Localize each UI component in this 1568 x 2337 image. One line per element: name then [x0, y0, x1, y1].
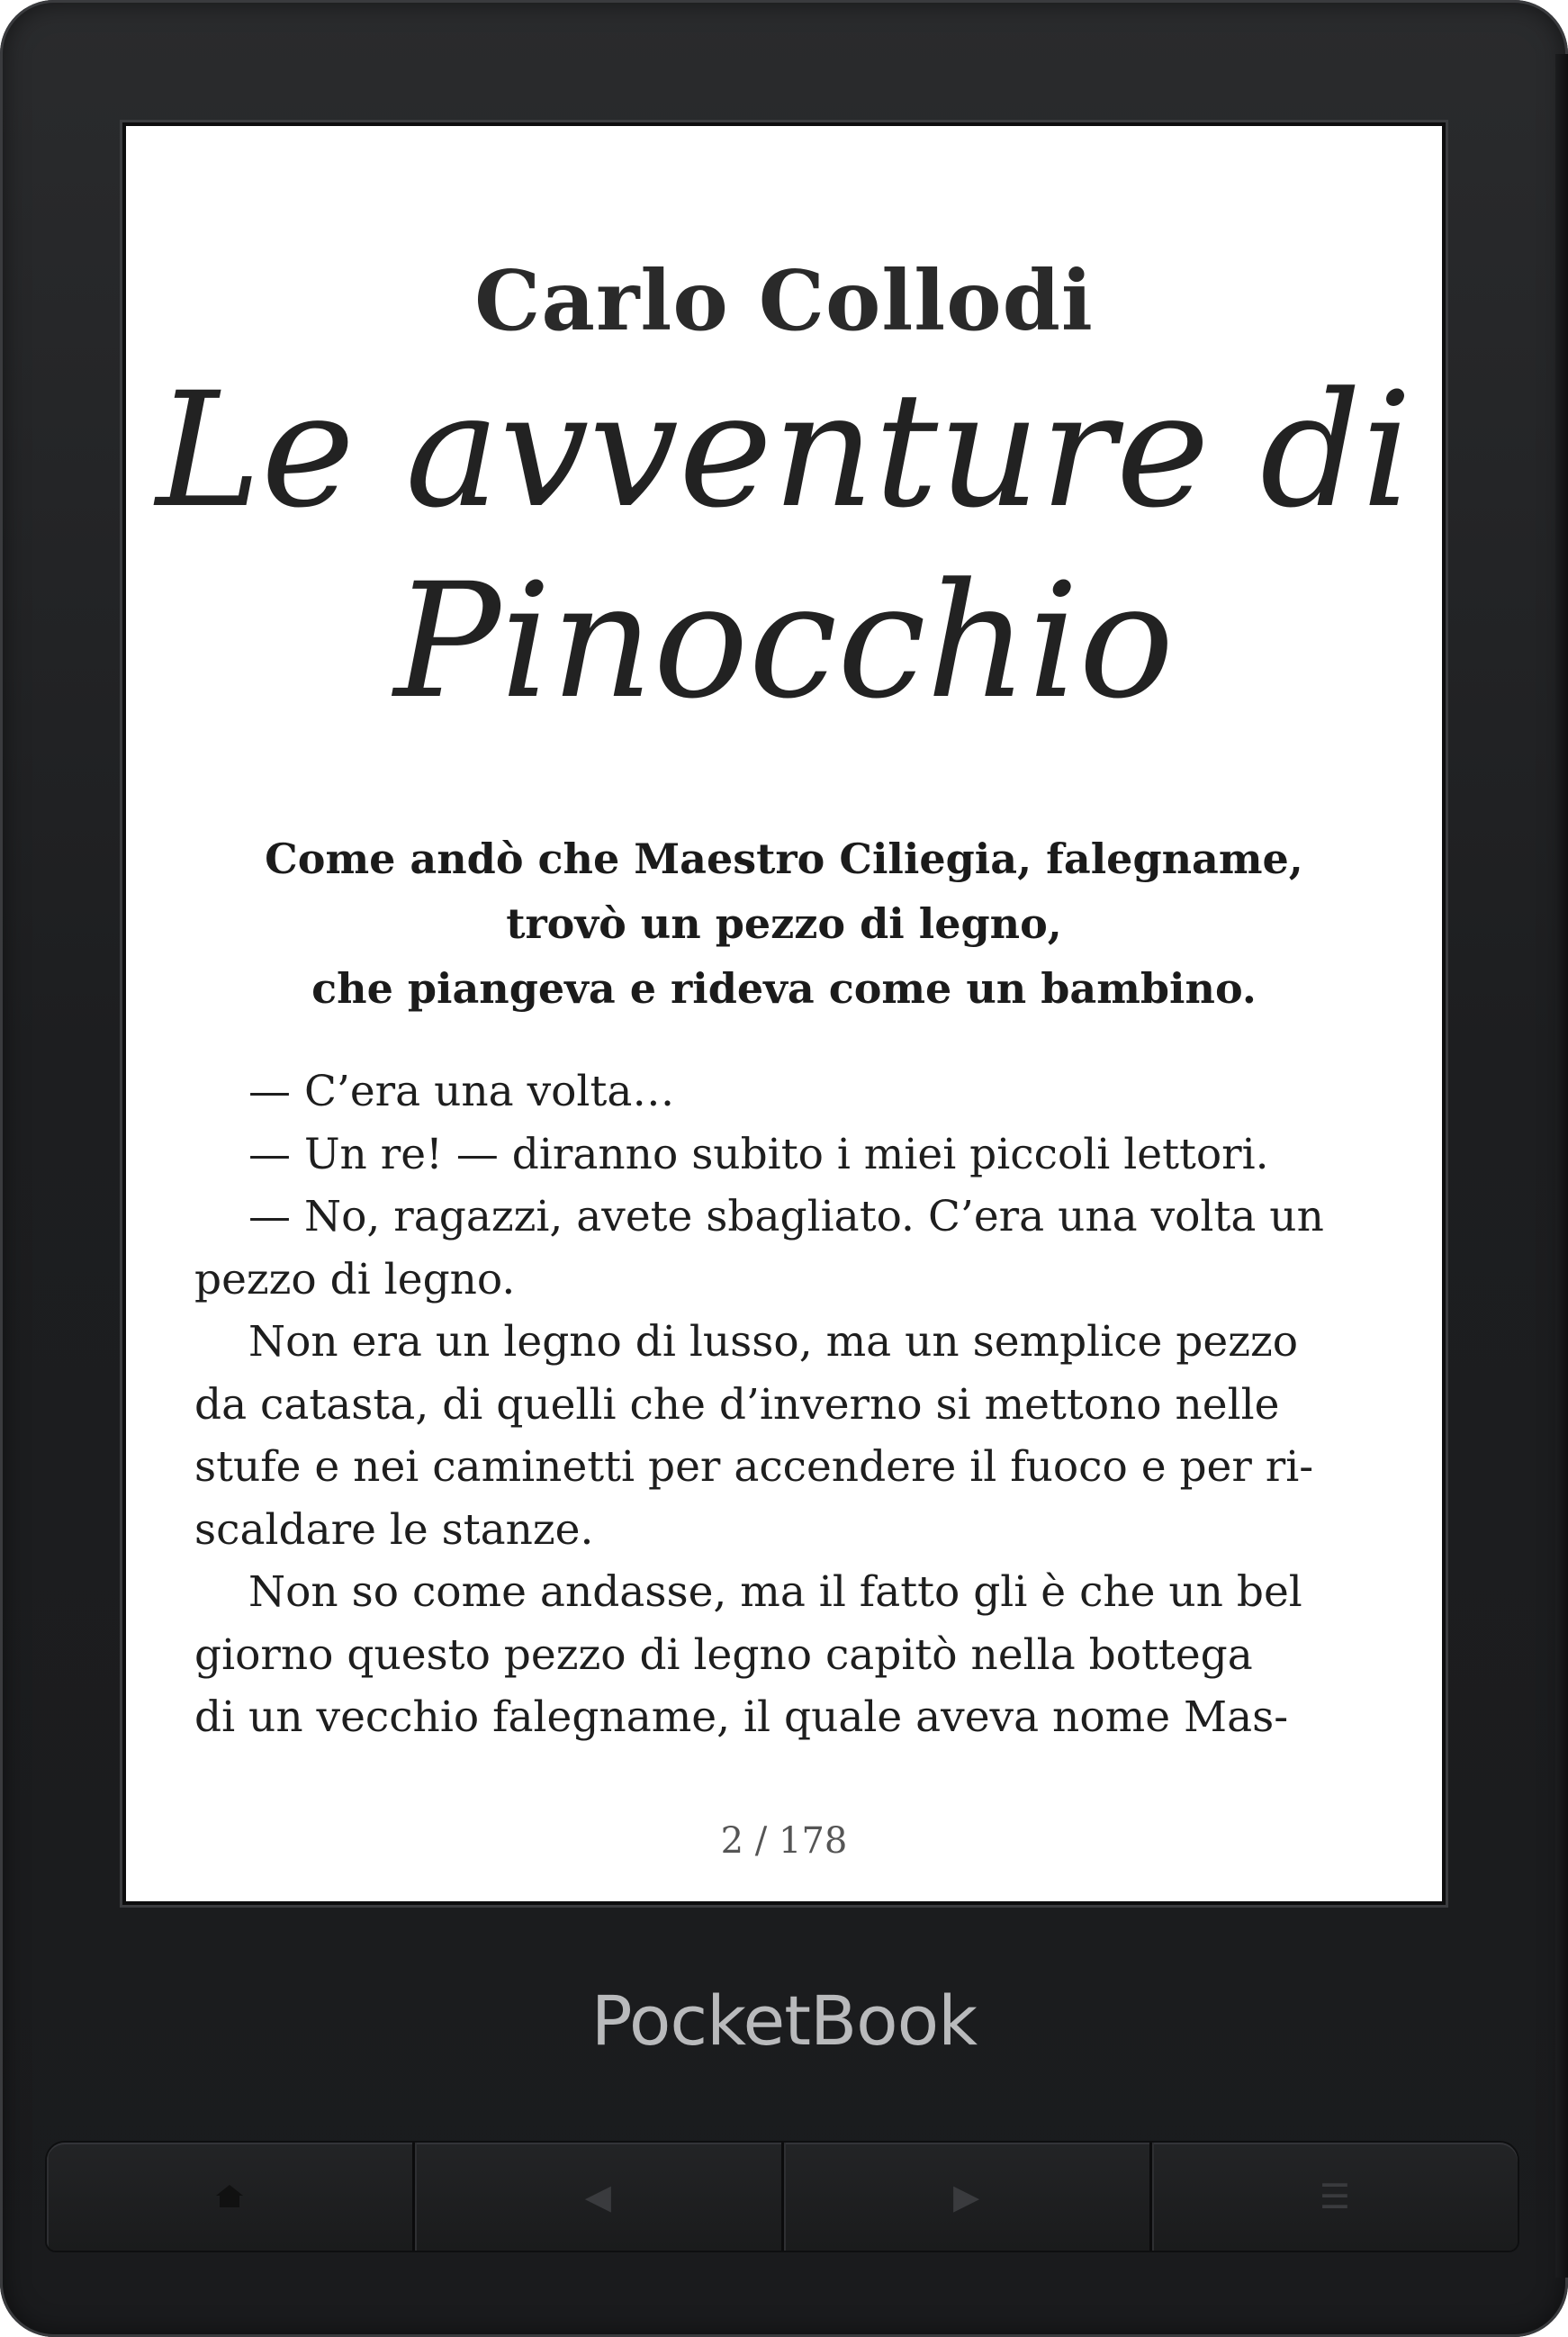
text-line: — Un re! — diranno subito i miei piccoli lettori. — [248, 1129, 1269, 1179]
chapter-heading-line: Come andò che Maestro Ciliegia, falegname, — [265, 835, 1303, 883]
book-title — [126, 356, 1442, 737]
text-line: giorno questo pezzo di legno capitò nella bottega — [194, 1629, 1253, 1680]
text-line: Non era un legno di lusso, ma un semplice pezzo — [248, 1317, 1299, 1367]
home-button[interactable] — [47, 2143, 415, 2251]
previous-page-button[interactable] — [415, 2143, 783, 2251]
chapter-heading-line: trovò un pezzo di legno, — [506, 899, 1062, 948]
brand-logo: PocketBook — [590, 1981, 978, 2061]
chapter-heading-line: che piangeva e rideva come un bambino. — [311, 964, 1257, 1013]
text-line: — C’era una volta… — [248, 1067, 675, 1116]
text-line: scaldare le stanze. — [194, 1504, 594, 1555]
arrow-right-icon: ▶ — [953, 2177, 980, 2216]
text-line: Non so come andasse, ma il fatto gli è che un bel — [248, 1567, 1302, 1617]
text-line: — No, ragazzi, avete sbagliato. C’era una volta un — [248, 1192, 1324, 1241]
book-author: Carlo Collodi — [474, 252, 1094, 349]
book-title-line-1: Le avventure di — [156, 358, 1412, 543]
device-side-edge — [1555, 54, 1568, 2278]
e-ink-screen[interactable] — [122, 122, 1446, 1905]
home-icon — [216, 2185, 243, 2208]
hardware-button-bar — [47, 2143, 1518, 2251]
text-line: pezzo di legno. — [194, 1254, 516, 1304]
text-line: da catasta, di quelli che d’inverno si mettono nelle — [194, 1379, 1280, 1430]
menu-button[interactable] — [1152, 2143, 1518, 2251]
menu-icon: ☰ — [1319, 2177, 1350, 2216]
text-line: di un vecchio falegname, il quale aveva nome Mas- — [194, 1692, 1289, 1742]
page-indicator: 2 / 178 — [720, 1820, 848, 1862]
next-page-button[interactable] — [784, 2143, 1152, 2251]
page-body-text — [194, 1060, 1381, 1749]
book-title-line-2: Pinocchio — [393, 549, 1175, 734]
arrow-left-icon: ◀ — [584, 2177, 611, 2216]
chapter-heading — [126, 826, 1442, 1021]
text-line: stufe e nei caminetti per accendere il fuoco e per ri- — [194, 1442, 1314, 1492]
